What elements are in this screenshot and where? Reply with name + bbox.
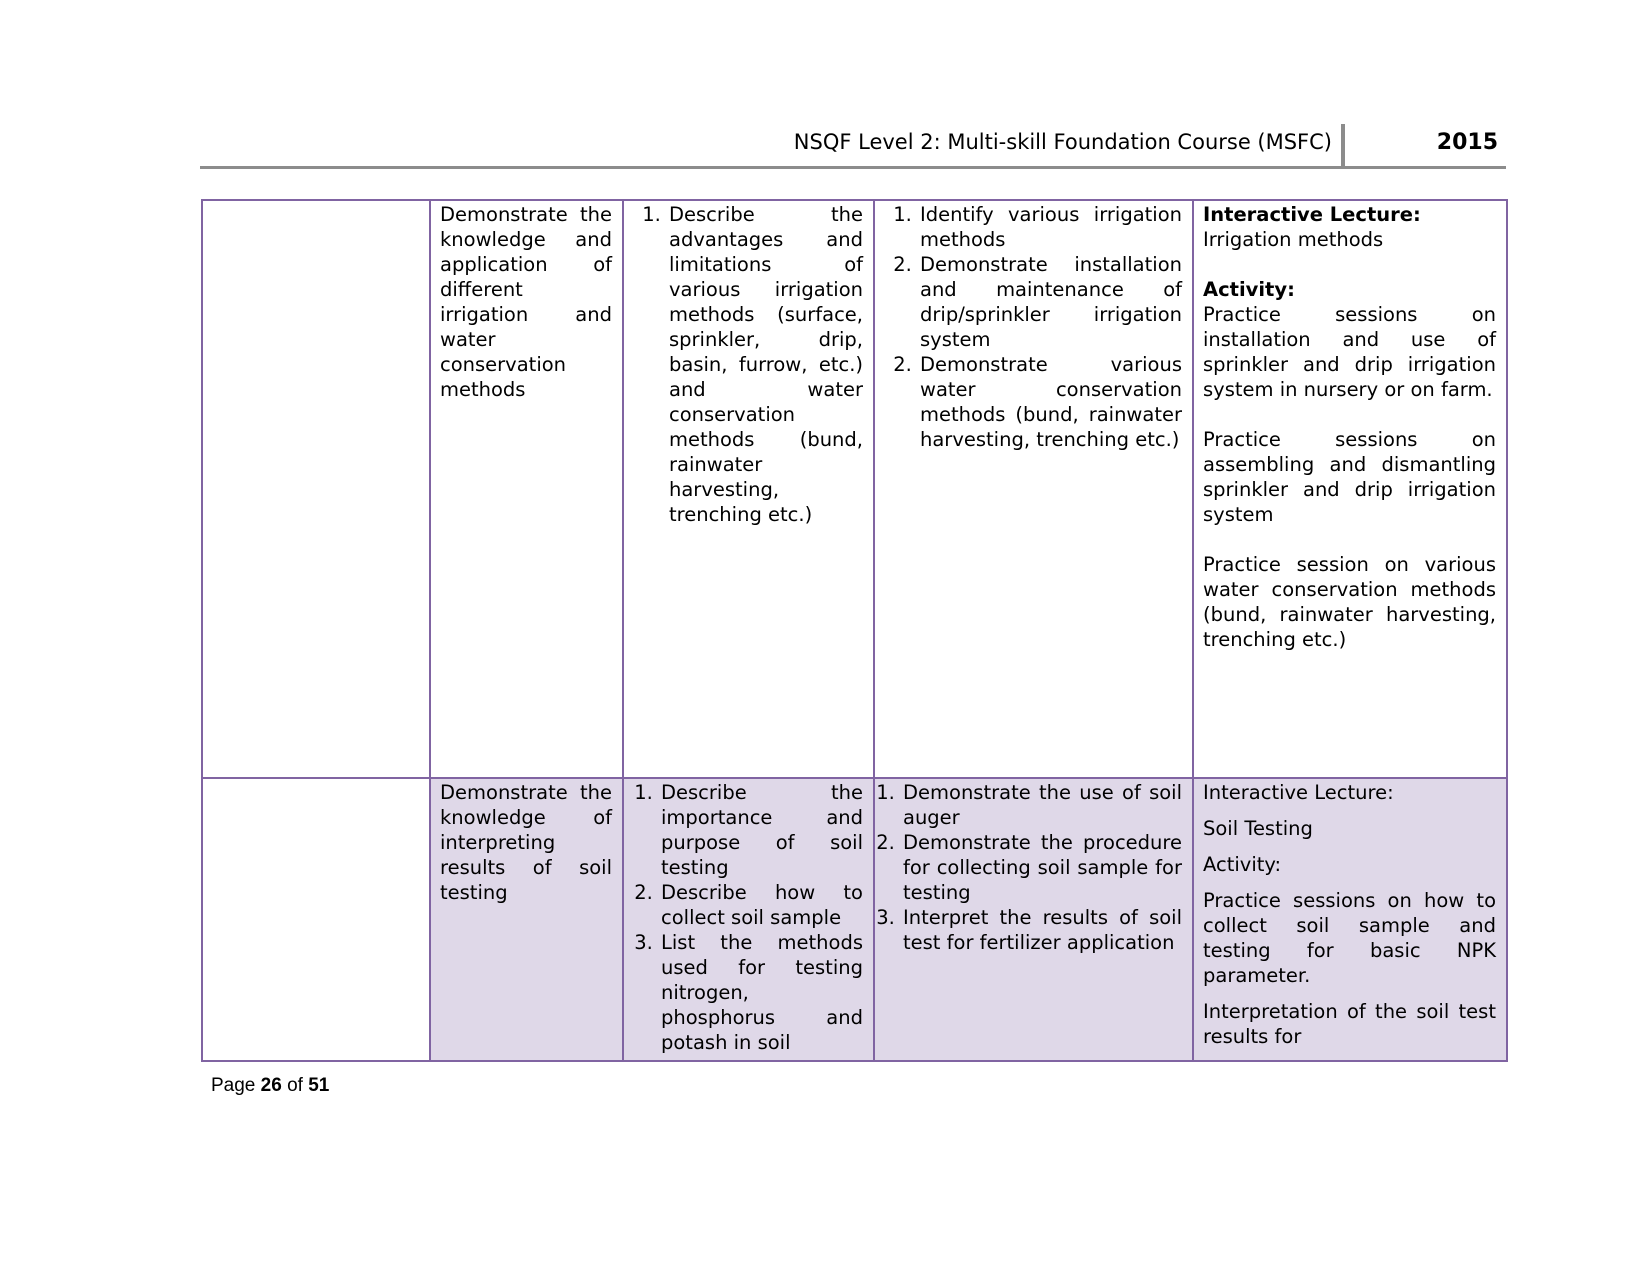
list-item: 2. Describe how to collect soil sample: [659, 880, 863, 930]
list-item: 3. Interpret the results of soil test for fertilizer application: [901, 905, 1182, 955]
list-item: 3. List the methods used for testing nitrogen, phosphorus and potash in soil: [659, 930, 863, 1055]
page-header: [200, 124, 1506, 168]
module-cell: [202, 200, 430, 778]
header-divider: [1341, 124, 1345, 168]
activity-item: Practice session on various water conservation methods (bund, rainwater harvesting, trenching etc.): [1203, 553, 1496, 651]
of-label: of: [287, 1075, 303, 1096]
knowledge-list: [633, 780, 863, 1055]
activity-item: Practice sessions on how to collect soil sample and testing for basic NPK parameter.: [1203, 889, 1496, 987]
table-row: [202, 200, 1507, 778]
list-item: 1. Demonstrate the use of soil auger: [901, 780, 1182, 830]
list-item: 2. Demonstrate various water conservation methods (bund, rainwater harvesting, trenching etc.): [918, 352, 1182, 452]
learning-outcome: Demonstrate the knowledge and application of different irrigation and water conservation methods: [440, 203, 612, 401]
learning-outcome-cell: [430, 778, 623, 1061]
course-title: NSQF Level 2: Multi-skill Foundation Course (MSFC): [793, 130, 1332, 154]
list-item: 1. Describe the advantages and limitations of various irrigation methods (surface, sprinkler, drip, basin, furrow, etc.) and water conservation methods (bund, rainwater harvesting, trenching etc.): [667, 202, 863, 527]
knowledge-list: [633, 202, 863, 527]
learning-outcome: Demonstrate the knowledge of interpreting results of soil testing: [440, 781, 612, 904]
page-number: 26: [260, 1075, 282, 1096]
page-footer: [211, 1075, 329, 1097]
header-year: 2015: [1436, 130, 1498, 155]
activity-item: Interpretation of the soil test results for: [1203, 1000, 1496, 1048]
header-rule: [200, 166, 1506, 169]
list-item: 1. Identify various irrigation methods: [918, 202, 1182, 252]
page-label: Page: [211, 1075, 256, 1096]
lecture-heading: Interactive Lecture:: [1203, 203, 1421, 226]
lecture-topic: Soil Testing: [1203, 817, 1313, 840]
list-item: 2. Demonstrate installation and maintenance of drip/sprinkler irrigation system: [918, 252, 1182, 352]
list-item: 2. Demonstrate the procedure for collecting soil sample for testing: [901, 830, 1182, 905]
knowledge-cell: [623, 200, 874, 778]
skills-cell: [874, 200, 1193, 778]
skills-list: [884, 202, 1182, 452]
module-cell: [202, 778, 430, 1061]
learning-outcome-cell: [430, 200, 623, 778]
skills-cell: [874, 778, 1193, 1061]
list-item: 1. Describe the importance and purpose of soil testing: [659, 780, 863, 880]
activity-heading: Activity:: [1203, 278, 1295, 301]
methods-cell: [1193, 778, 1507, 1061]
lecture-heading: Interactive Lecture:: [1203, 781, 1394, 804]
curriculum-table: [201, 199, 1508, 1062]
activity-item: Practice sessions on assembling and dismantling sprinkler and drip irrigation system: [1203, 428, 1496, 526]
methods-cell: [1193, 200, 1507, 778]
knowledge-cell: [623, 778, 874, 1061]
activity-item: Practice sessions on installation and use of sprinkler and drip irrigation system in nursery or on farm.: [1203, 303, 1496, 401]
activity-heading: Activity:: [1203, 853, 1282, 876]
table-row: [202, 778, 1507, 1061]
skills-list: [875, 780, 1182, 955]
lecture-topic: Irrigation methods: [1203, 228, 1384, 251]
page-total: 51: [308, 1075, 330, 1096]
